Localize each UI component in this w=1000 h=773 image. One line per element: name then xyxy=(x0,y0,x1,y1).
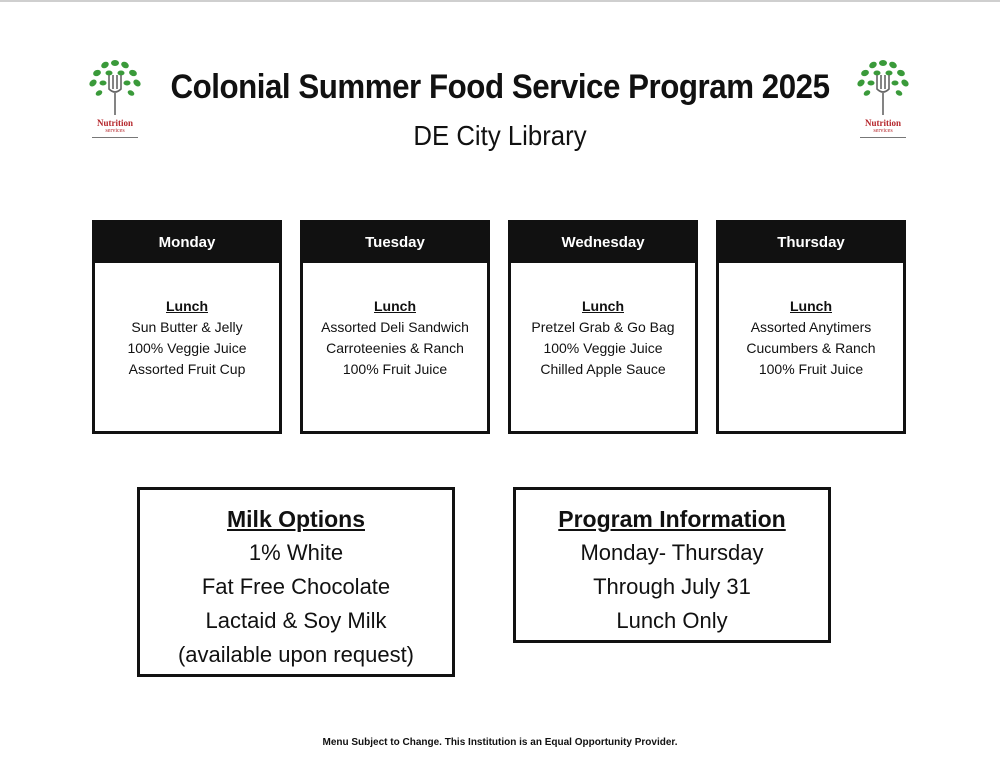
day-menu xyxy=(303,263,487,380)
day-card-thursday xyxy=(716,220,906,434)
milk-option: (available upon request) xyxy=(177,642,415,667)
meal-label: Lunch xyxy=(582,298,624,314)
menu-item: Carroteenies & Ranch xyxy=(326,340,464,356)
menu-item: 100% Veggie Juice xyxy=(127,340,247,356)
menu-item: 100% Veggie Juice xyxy=(543,340,663,356)
meal-label: Lunch xyxy=(790,298,832,314)
menu-item: 100% Fruit Juice xyxy=(342,361,448,377)
logo-text: Nutrition xyxy=(97,118,133,128)
milk-option: Fat Free Chocolate xyxy=(201,574,391,599)
program-info-line: Lunch Only xyxy=(616,608,728,633)
menu-item: Sun Butter & Jelly xyxy=(131,319,243,335)
logo-subtext: services xyxy=(873,128,893,134)
day-menu xyxy=(95,263,279,380)
meal-label: Lunch xyxy=(166,298,208,314)
day-name: Wednesday xyxy=(511,223,695,263)
logo-text: Nutrition xyxy=(865,118,901,128)
day-card-wednesday xyxy=(508,220,698,434)
day-name: Thursday xyxy=(719,223,903,263)
program-info-line: Monday- Thursday xyxy=(580,540,764,565)
milk-option: Lactaid & Soy Milk xyxy=(205,608,387,633)
milk-option: 1% White xyxy=(248,540,344,565)
day-card-tuesday xyxy=(300,220,490,434)
menu-item: Pretzel Grab & Go Bag xyxy=(531,319,675,335)
day-name: Monday xyxy=(95,223,279,263)
menu-item: Assorted Deli Sandwich xyxy=(321,319,469,335)
program-info-line: Through July 31 xyxy=(593,574,751,599)
milk-options-box xyxy=(137,487,455,677)
footer-disclaimer: Menu Subject to Change. This Institution is an Equal Opportunity Provider. xyxy=(322,737,678,748)
page-subtitle: DE City Library xyxy=(413,120,587,151)
menu-item: Chilled Apple Sauce xyxy=(540,361,666,377)
top-rule xyxy=(0,0,1000,2)
menu-item: Assorted Fruit Cup xyxy=(128,361,246,377)
day-menu xyxy=(511,263,695,380)
menu-item: Cucumbers & Ranch xyxy=(746,340,876,356)
day-card-monday xyxy=(92,220,282,434)
meal-label: Lunch xyxy=(374,298,416,314)
program-information-box xyxy=(513,487,831,643)
milk-options-heading: Milk Options xyxy=(227,506,365,532)
program-information-heading: Program Information xyxy=(558,506,786,532)
day-name: Tuesday xyxy=(303,223,487,263)
menu-item: 100% Fruit Juice xyxy=(758,361,864,377)
page-title: Colonial Summer Food Service Program 2025 xyxy=(170,68,830,106)
logo-subtext: services xyxy=(105,128,125,134)
day-menu xyxy=(719,263,903,380)
menu-item: Assorted Anytimers xyxy=(750,319,872,335)
